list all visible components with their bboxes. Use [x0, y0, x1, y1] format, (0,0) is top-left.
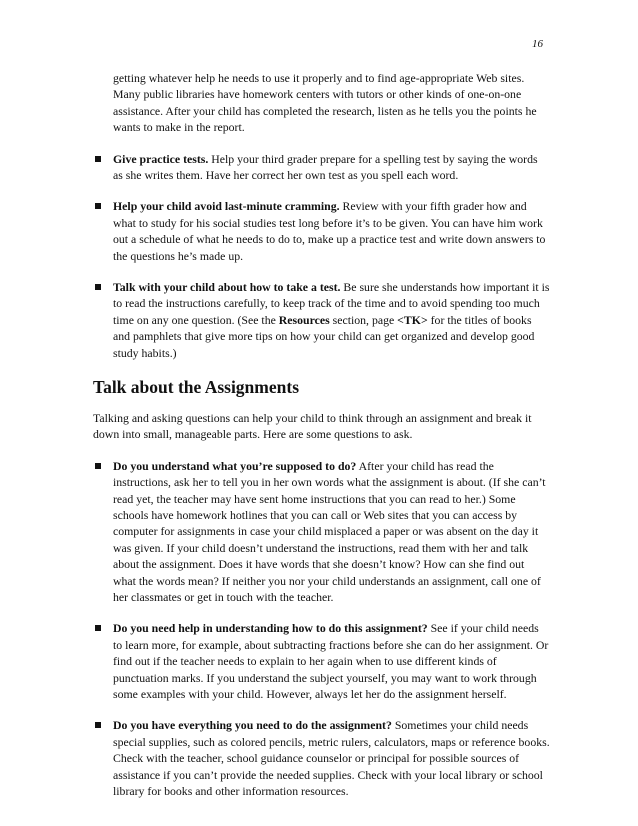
- bullet-text: Help your third grader prepare for a spelling test by saying the words as she writes them. Have her correct her own test as you spell each word.: [113, 151, 538, 183]
- document-body: [93, 70, 550, 814]
- bullet-need-help: [93, 620, 550, 702]
- bullet-text: After your child has read the instructions, ask her to tell you in her own words what the assignment is about. (If she can’t read yet, the teacher may have sent home instructions that you can read to her.) Some schools have homework hotlines that you can call or Web sites that you can access by computer for assignments in case your child misplaced a paper or was absent on the day it was given. If your child doesn’t understand the instructions, read them with her and talk about the assignment. Does it have words that she doesn’t know? How can she find out what the words mean? If neither you nor your child understands an assignment, call one of her classmates or get in touch with the teacher.: [113, 458, 546, 604]
- square-bullet-icon: [95, 156, 101, 162]
- bullet-take-test: [93, 279, 550, 361]
- bullet-understand: [93, 458, 550, 606]
- bullet-text: section, page: [329, 312, 398, 327]
- square-bullet-icon: [95, 625, 101, 631]
- bullet-everything-needed: [93, 717, 550, 799]
- bullet-lead: Talk with your child about how to take a test.: [113, 280, 341, 295]
- square-bullet-icon: [95, 284, 101, 290]
- continuation-paragraph: getting whatever help he needs to use it properly and to find age-appropriate Web sites. Many public libraries have homework centers with tutors or other kinds of one-on-one assistance. After your child has completed the research, listen as he tells you the points he wants to make in the report.: [113, 71, 537, 135]
- section-intro: Talking and asking questions can help your child to think through an assignment and break it down into small, manageable parts. Here are some questions to ask.: [93, 410, 532, 442]
- bullet-lead: Give practice tests.: [113, 151, 209, 166]
- bullet-lead: Do you need help in understanding how to do this assignment?: [113, 621, 428, 636]
- resources-reference: Resources: [278, 312, 330, 327]
- bullet-text: Sometimes your child needs special supplies, such as colored pencils, metric rulers, calculators, maps or reference books. Check with the teacher, school guidance counselor or principal for possible sources of assistance if you can’t provide the needed supplies. Check with your local library or school library for books and other information resources.: [113, 718, 550, 799]
- bullet-avoid-cramming: [93, 198, 550, 264]
- page-number: 16: [532, 38, 543, 50]
- bullet-text: See if your child needs to learn more, for example, about subtracting fractions before she can do her assignment. Or find out if the teacher needs to explain to her again when to use different kinds of punctuation marks. If you understand the subject yourself, you may want to work through some examples with your child. However, always let her do the assignment herself.: [113, 621, 549, 701]
- square-bullet-icon: [95, 722, 101, 728]
- bullet-lead: Help your child avoid last-minute cramming.: [113, 199, 340, 214]
- square-bullet-icon: [95, 203, 101, 209]
- bullet-text: Review with your fifth grader how and what to study for his social studies test long before it’s to be given. You can have him work out a schedule of what he needs to do to, make up a practice test and write down answers to the questions he’s made up.: [113, 199, 546, 263]
- bullet-text: Be sure she understands how important it is to read the instructions carefully, to keep track of the time and to avoid spending too much time on any one question. (See the: [113, 280, 550, 327]
- bullet-lead: Do you understand what you’re supposed to do?: [113, 458, 357, 473]
- section-heading: Talk about the Assignments: [93, 377, 300, 398]
- square-bullet-icon: [95, 463, 101, 469]
- bullet-text: for the titles of books and pamphlets that give more tips on how your child can get organized and develop good study habits.): [113, 312, 535, 360]
- bullet-lead: Do you have everything you need to do the assignment?: [113, 718, 392, 733]
- tk-placeholder: <TK>: [397, 312, 428, 327]
- bullet-practice-tests: [93, 151, 550, 184]
